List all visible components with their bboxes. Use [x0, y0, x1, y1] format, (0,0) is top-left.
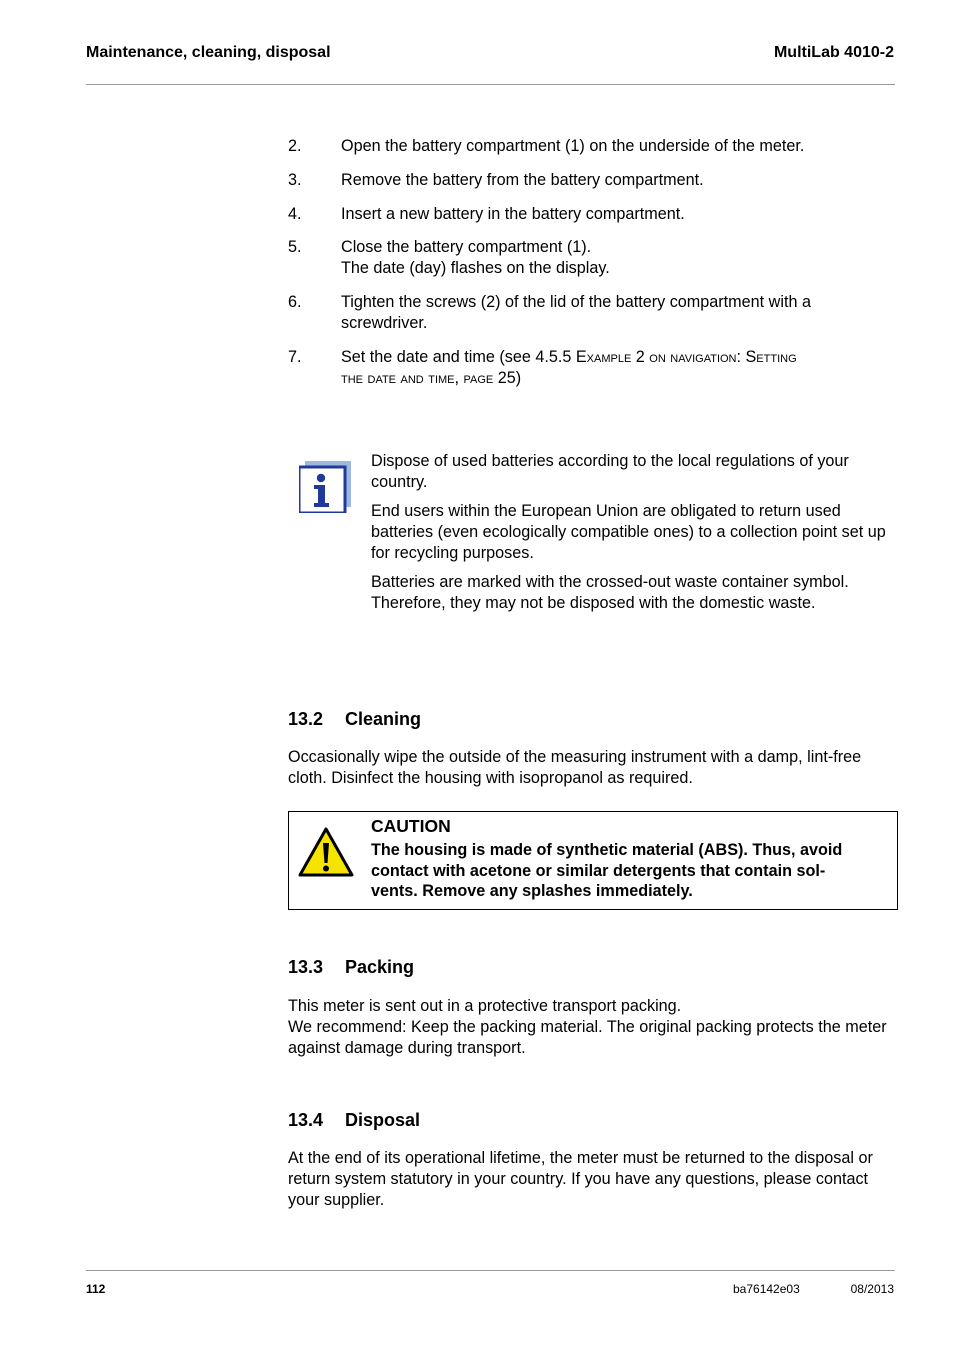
section-number: 13.2 — [288, 709, 324, 729]
cross-reference-link[interactable]: Example 2 on navigation: Setting — [575, 348, 797, 366]
document-date: 08/2013 — [850, 1282, 894, 1296]
header-section-title: Maintenance, cleaning, disposal — [86, 44, 331, 61]
step-text-prefix: Set the date and time (see 4.5.5 — [341, 348, 576, 366]
cleaning-paragraph: Occasionally wipe the outside of the measuring instrument with a damp, lint-free cloth. Disinfect the housing with isopropanol as required. — [288, 748, 862, 787]
step-number: 6. — [288, 293, 302, 311]
step-number: 7. — [288, 348, 302, 366]
document-id: ba76142e03 — [733, 1282, 800, 1296]
step-number: 5. — [288, 238, 302, 256]
cross-reference-link[interactable]: the date and time, page — [341, 369, 494, 387]
caution-box — [288, 811, 898, 910]
info-note — [371, 451, 891, 622]
packing-line: This meter is sent out in a protective transport packing. — [288, 997, 682, 1015]
caution-title: CAUTION — [371, 816, 451, 836]
packing-paragraph: We recommend: Keep the packing material. The original packing protects the meter against damage during transport. — [288, 1018, 887, 1057]
section-number: 13.4 — [288, 1110, 324, 1130]
step-number: 4. — [288, 205, 302, 223]
info-paragraph: Batteries are marked with the crossed-out waste container symbol. Therefore, they may not be disposed with the domestic waste. — [371, 573, 849, 612]
step-text-suffix: 25) — [493, 369, 522, 387]
step-text: Close the battery compartment (1). — [341, 238, 592, 256]
caution-text: contact with acetone or similar detergents that contain sol- — [371, 862, 826, 880]
info-icon — [299, 461, 351, 513]
section-title: Disposal — [345, 1110, 421, 1130]
footer-rule — [86, 1270, 895, 1271]
header-product-name: MultiLab 4010-2 — [773, 44, 894, 61]
warning-icon — [297, 826, 355, 878]
section-number: 13.3 — [288, 957, 324, 977]
page-number: 112 — [86, 1282, 106, 1296]
caution-text: The housing is made of synthetic material (ABS). Thus, avoid — [371, 841, 843, 859]
step-text — [341, 347, 886, 368]
step-text: Remove the battery from the battery compartment. — [341, 171, 704, 189]
step-text: screwdriver. — [341, 314, 428, 332]
section-heading-packing — [288, 957, 414, 978]
section-title: Packing — [345, 957, 415, 977]
info-paragraph: End users within the European Union are obligated to return used batteries (even ecologically compatible ones) to a collection point set up for recycling purposes. — [371, 502, 886, 562]
step-text: Insert a new battery in the battery compartment. — [341, 205, 685, 223]
step-number: 2. — [288, 137, 302, 155]
step-text: Tighten the screws (2) of the lid of the battery compartment with a — [341, 293, 811, 311]
step-text — [341, 368, 886, 389]
disposal-paragraph: At the end of its operational lifetime, the meter must be returned to the disposal or return system statutory in your country. If you have any questions, please contact your supplier. — [288, 1149, 873, 1209]
step-number: 3. — [288, 171, 302, 189]
section-heading-cleaning — [288, 709, 421, 730]
section-title: Cleaning — [345, 709, 422, 729]
info-paragraph: Dispose of used batteries according to the local regulations of your country. — [371, 452, 849, 491]
step-text: Open the battery compartment (1) on the underside of the meter. — [341, 137, 805, 155]
step-text: The date (day) flashes on the display. — [341, 259, 610, 277]
section-heading-disposal — [288, 1110, 420, 1131]
caution-text: vents. Remove any splashes immediately. — [371, 882, 693, 900]
header-rule — [86, 84, 895, 85]
